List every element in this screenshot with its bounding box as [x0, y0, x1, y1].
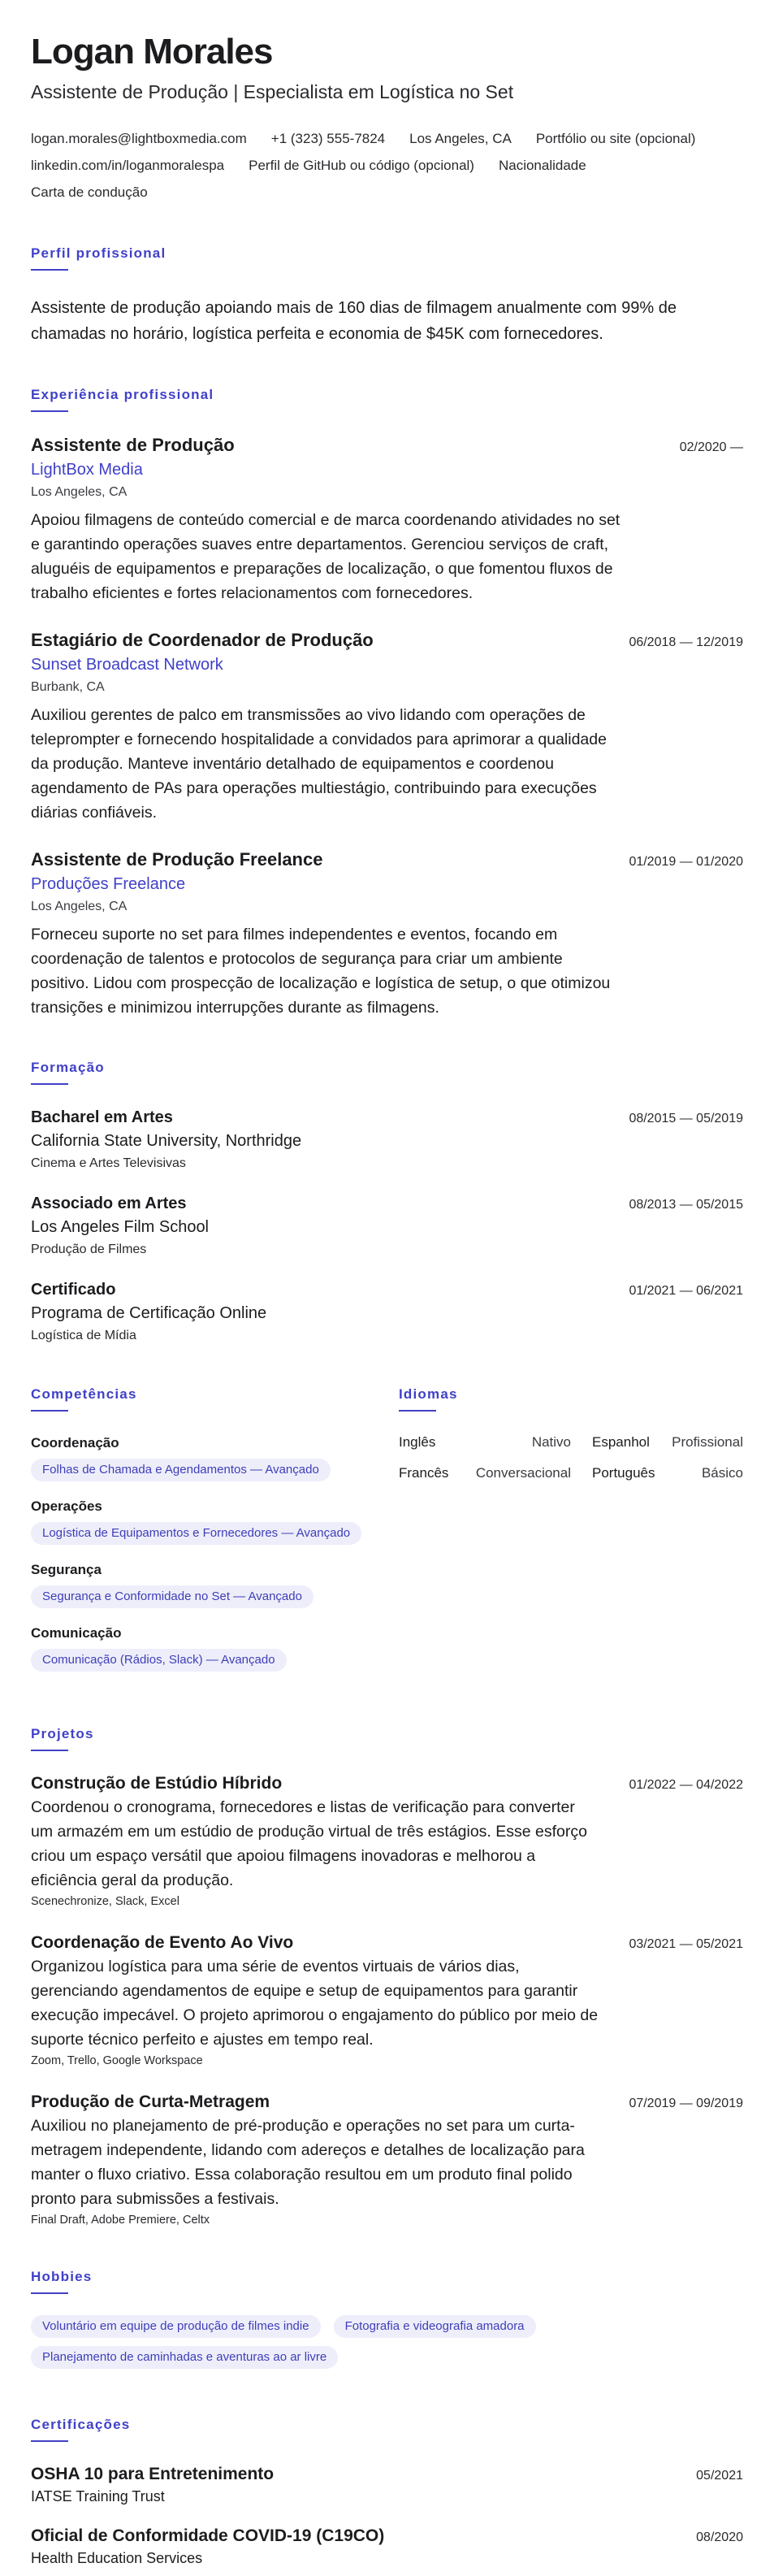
- section-title: Competências: [31, 1386, 137, 1402]
- section-divider: [31, 410, 68, 412]
- section-divider: [399, 1410, 436, 1412]
- skill-pill: Folhas de Chamada e Agendamentos — Avançado: [31, 1459, 331, 1481]
- contact-linkedin[interactable]: linkedin.com/in/loganmoralespa: [31, 158, 225, 173]
- skill-name: Operações: [31, 1498, 102, 1514]
- job-title: Assistente de Produção: [31, 435, 235, 455]
- certifications-section: [31, 2416, 743, 2569]
- section-title: Formação: [31, 1060, 105, 1075]
- skill-group: [31, 1433, 399, 1481]
- education-degree: Certificado: [31, 1281, 116, 1299]
- candidate-headline: Assistente de Produção | Especialista em Logística no Set: [31, 81, 514, 102]
- job-dates: 06/2018 — 12/2019: [629, 635, 743, 649]
- job-entry: [31, 628, 743, 825]
- job-location: Los Angeles, CA: [31, 900, 128, 913]
- skills-languages-row: [31, 1386, 743, 1686]
- skill-name: Comunicação: [31, 1625, 122, 1641]
- project-dates: 03/2021 — 05/2021: [629, 1937, 743, 1951]
- skill-group: [31, 1496, 399, 1545]
- project-entry: [31, 2091, 743, 2229]
- section-divider: [31, 269, 68, 271]
- certification-entry: [31, 2463, 743, 2507]
- education-school: Programa de Certificação Online: [31, 1304, 267, 1322]
- certification-date: 08/2020: [696, 2530, 743, 2544]
- skill-pill: Segurança e Conformidade no Set — Avançado: [31, 1585, 313, 1608]
- hobby-pill: Voluntário em equipe de produção de filmes indie: [31, 2315, 321, 2338]
- education-area: Produção de Filmes: [31, 1242, 147, 1256]
- skill-group: [31, 1623, 399, 1672]
- education-degree: Bacharel em Artes: [31, 1108, 173, 1126]
- job-company: Produções Freelance: [31, 875, 186, 893]
- hobby-pill: Fotografia e videografia amadora: [334, 2315, 536, 2338]
- language-name: Francês: [399, 1465, 449, 1481]
- section-divider: [31, 1083, 68, 1085]
- project-tools: Final Draft, Adobe Premiere, Celtx: [31, 2214, 210, 2227]
- language-name: Espanhol: [592, 1434, 650, 1450]
- job-entry: [31, 848, 743, 1020]
- section-divider: [31, 2440, 68, 2442]
- job-company: LightBox Media: [31, 461, 143, 479]
- job-description: Apoiou filmagens de conteúdo comercial e de marca coordenando atividades no set e garantindo operações suaves entre departamentos. Gerenciou serviços de craft, aluguéis de equipamentos e preparações de localização, o que fomentou fluxos de trabalho eficientes e fortes relacionamentos com fornecedores.: [31, 511, 620, 602]
- certification-title: OSHA 10 para Entretenimento: [31, 2465, 275, 2483]
- contact-github[interactable]: Perfil de GitHub ou código (opcional): [249, 158, 474, 173]
- education-entry: [31, 1106, 743, 1174]
- experience-section: [31, 386, 743, 1020]
- job-company: Sunset Broadcast Network: [31, 656, 223, 674]
- project-tools: Zoom, Trello, Google Workspace: [31, 2054, 203, 2067]
- section-divider: [31, 1410, 68, 1412]
- contact-location: Los Angeles, CA: [409, 131, 512, 146]
- education-section: [31, 1059, 743, 1347]
- contact-list: [31, 125, 743, 206]
- skill-name: Segurança: [31, 1562, 102, 1577]
- skill-group: [31, 1559, 399, 1608]
- contact-email[interactable]: logan.morales@lightboxmedia.com: [31, 131, 247, 146]
- certification-entry: [31, 2525, 743, 2569]
- skill-pill: Logística de Equipamentos e Fornecedores — Avançado: [31, 1522, 361, 1545]
- project-title: Produção de Curta-Metragem: [31, 2092, 270, 2111]
- section-title: Certificações: [31, 2417, 131, 2432]
- skill-name: Coordenação: [31, 1435, 119, 1451]
- section-title: Hobbies: [31, 2269, 93, 2284]
- job-title: Estagiário de Coordenador de Produção: [31, 630, 374, 650]
- project-title: Construção de Estúdio Híbrido: [31, 1774, 283, 1793]
- contact-phone[interactable]: +1 (323) 555-7824: [270, 131, 386, 146]
- language-level: Profissional: [672, 1434, 743, 1450]
- section-title: Experiência profissional: [31, 387, 214, 402]
- project-dates: 07/2019 — 09/2019: [629, 2097, 743, 2110]
- language-level: Nativo: [531, 1434, 571, 1450]
- job-entry: [31, 433, 743, 605]
- project-description: Auxiliou no planejamento de pré-produção e operações no set para um curta-metragem independente, lidando com adereços e detalhes de localização para manter o fluxo criativo. Essa colaboração resultou em um produto final polido pronto para submissões a festivais.: [31, 2117, 585, 2208]
- certification-issuer: IATSE Training Trust: [31, 2488, 165, 2504]
- project-entry: [31, 1932, 743, 2070]
- skill-pill: Comunicação (Rádios, Slack) — Avançado: [31, 1649, 287, 1672]
- section-divider: [31, 2292, 68, 2294]
- job-description: Forneceu suporte no set para filmes independentes e eventos, focando em coordenação de talentos e protocolos de segurança para criar um ambiente positivo. Lidou com prospecção de localização e logística de setup, o que otimizou transições e minimizou interrupções durante as filmagens.: [31, 926, 611, 1017]
- section-title: Projetos: [31, 1726, 94, 1741]
- skills-section: [31, 1386, 399, 1686]
- language-name: Português: [592, 1465, 655, 1481]
- languages-section: [399, 1386, 743, 1686]
- education-area: Cinema e Artes Televisivas: [31, 1156, 186, 1170]
- education-school: Los Angeles Film School: [31, 1218, 210, 1236]
- contact-nationality: Nacionalidade: [498, 158, 586, 173]
- language-level: Básico: [701, 1465, 743, 1481]
- education-dates: 08/2013 — 05/2015: [629, 1198, 743, 1212]
- certification-date: 05/2021: [696, 2469, 743, 2483]
- education-area: Logística de Mídia: [31, 1329, 136, 1342]
- section-divider: [31, 1750, 68, 1751]
- certification-title: Oficial de Conformidade COVID-19 (C19CO): [31, 2526, 385, 2545]
- education-school: California State University, Northridge: [31, 1132, 302, 1150]
- job-title: Assistente de Produção Freelance: [31, 849, 323, 870]
- language-level: Conversacional: [475, 1465, 571, 1481]
- project-description: Coordenou o cronograma, fornecedores e listas de verificação para converter um armazém em um estúdio de produção virtual de três estágios. Esse esforço criou um espaço versátil que apoiou filmagens inovadoras e melhorou a eficiência geral da produção.: [31, 1798, 587, 1889]
- project-description: Organizou logística para uma série de eventos virtuais de vários dias, gerenciando agendamentos de equipe e setup de equipamentos para garantir execução impecável. O projeto aprimorou o engajamento do público por meio de suporte técnico perfeito e ajustes em tempo real.: [31, 1958, 599, 2049]
- hobby-pill: Planejamento de caminhadas e aventuras ao ar livre: [31, 2346, 338, 2369]
- education-dates: 01/2021 — 06/2021: [629, 1284, 743, 1298]
- projects-section: [31, 1725, 743, 2229]
- hobby-list: [31, 2315, 743, 2377]
- contact-license: Carta de condução: [31, 184, 148, 200]
- language-name: Inglês: [399, 1434, 436, 1450]
- job-location: Los Angeles, CA: [31, 485, 128, 499]
- education-degree: Associado em Artes: [31, 1195, 187, 1212]
- job-location: Burbank, CA: [31, 680, 105, 694]
- project-title: Coordenação de Evento Ao Vivo: [31, 1933, 294, 1952]
- job-dates: 02/2020 —: [679, 440, 743, 454]
- hobbies-section: [31, 2268, 743, 2377]
- resume-header: [31, 29, 743, 206]
- section-title: Idiomas: [399, 1386, 458, 1402]
- education-dates: 08/2015 — 05/2019: [629, 1112, 743, 1125]
- job-dates: 01/2019 — 01/2020: [629, 855, 743, 869]
- certification-issuer: Health Education Services: [31, 2550, 203, 2566]
- languages-grid: [399, 1433, 743, 1483]
- project-dates: 01/2022 — 04/2022: [629, 1778, 743, 1792]
- summary-text: Assistente de produção apoiando mais de 160 dias de filmagem anualmente com 99% de chamadas no horário, logística perfeita e economia de $45K com fornecedores.: [31, 299, 677, 343]
- education-entry: [31, 1278, 743, 1347]
- job-description: Auxiliou gerentes de palco em transmissões ao vivo lidando com operações de teleprompter e fornecendo hospitalidade a convidados para aprimorar a qualidade da produção. Manteve inventário detalhado de equipamentos e coordenou agendamento de PAs para operações multiestágio, contribuindo para execuções diárias confiáveis.: [31, 706, 607, 822]
- section-title: Perfil profissional: [31, 245, 166, 261]
- education-entry: [31, 1192, 743, 1260]
- project-tools: Scenechronize, Slack, Excel: [31, 1895, 179, 1908]
- project-entry: [31, 1772, 743, 1910]
- candidate-name: Logan Morales: [31, 32, 273, 72]
- summary-section: [31, 245, 743, 347]
- contact-portfolio[interactable]: Portfólio ou site (opcional): [535, 131, 696, 146]
